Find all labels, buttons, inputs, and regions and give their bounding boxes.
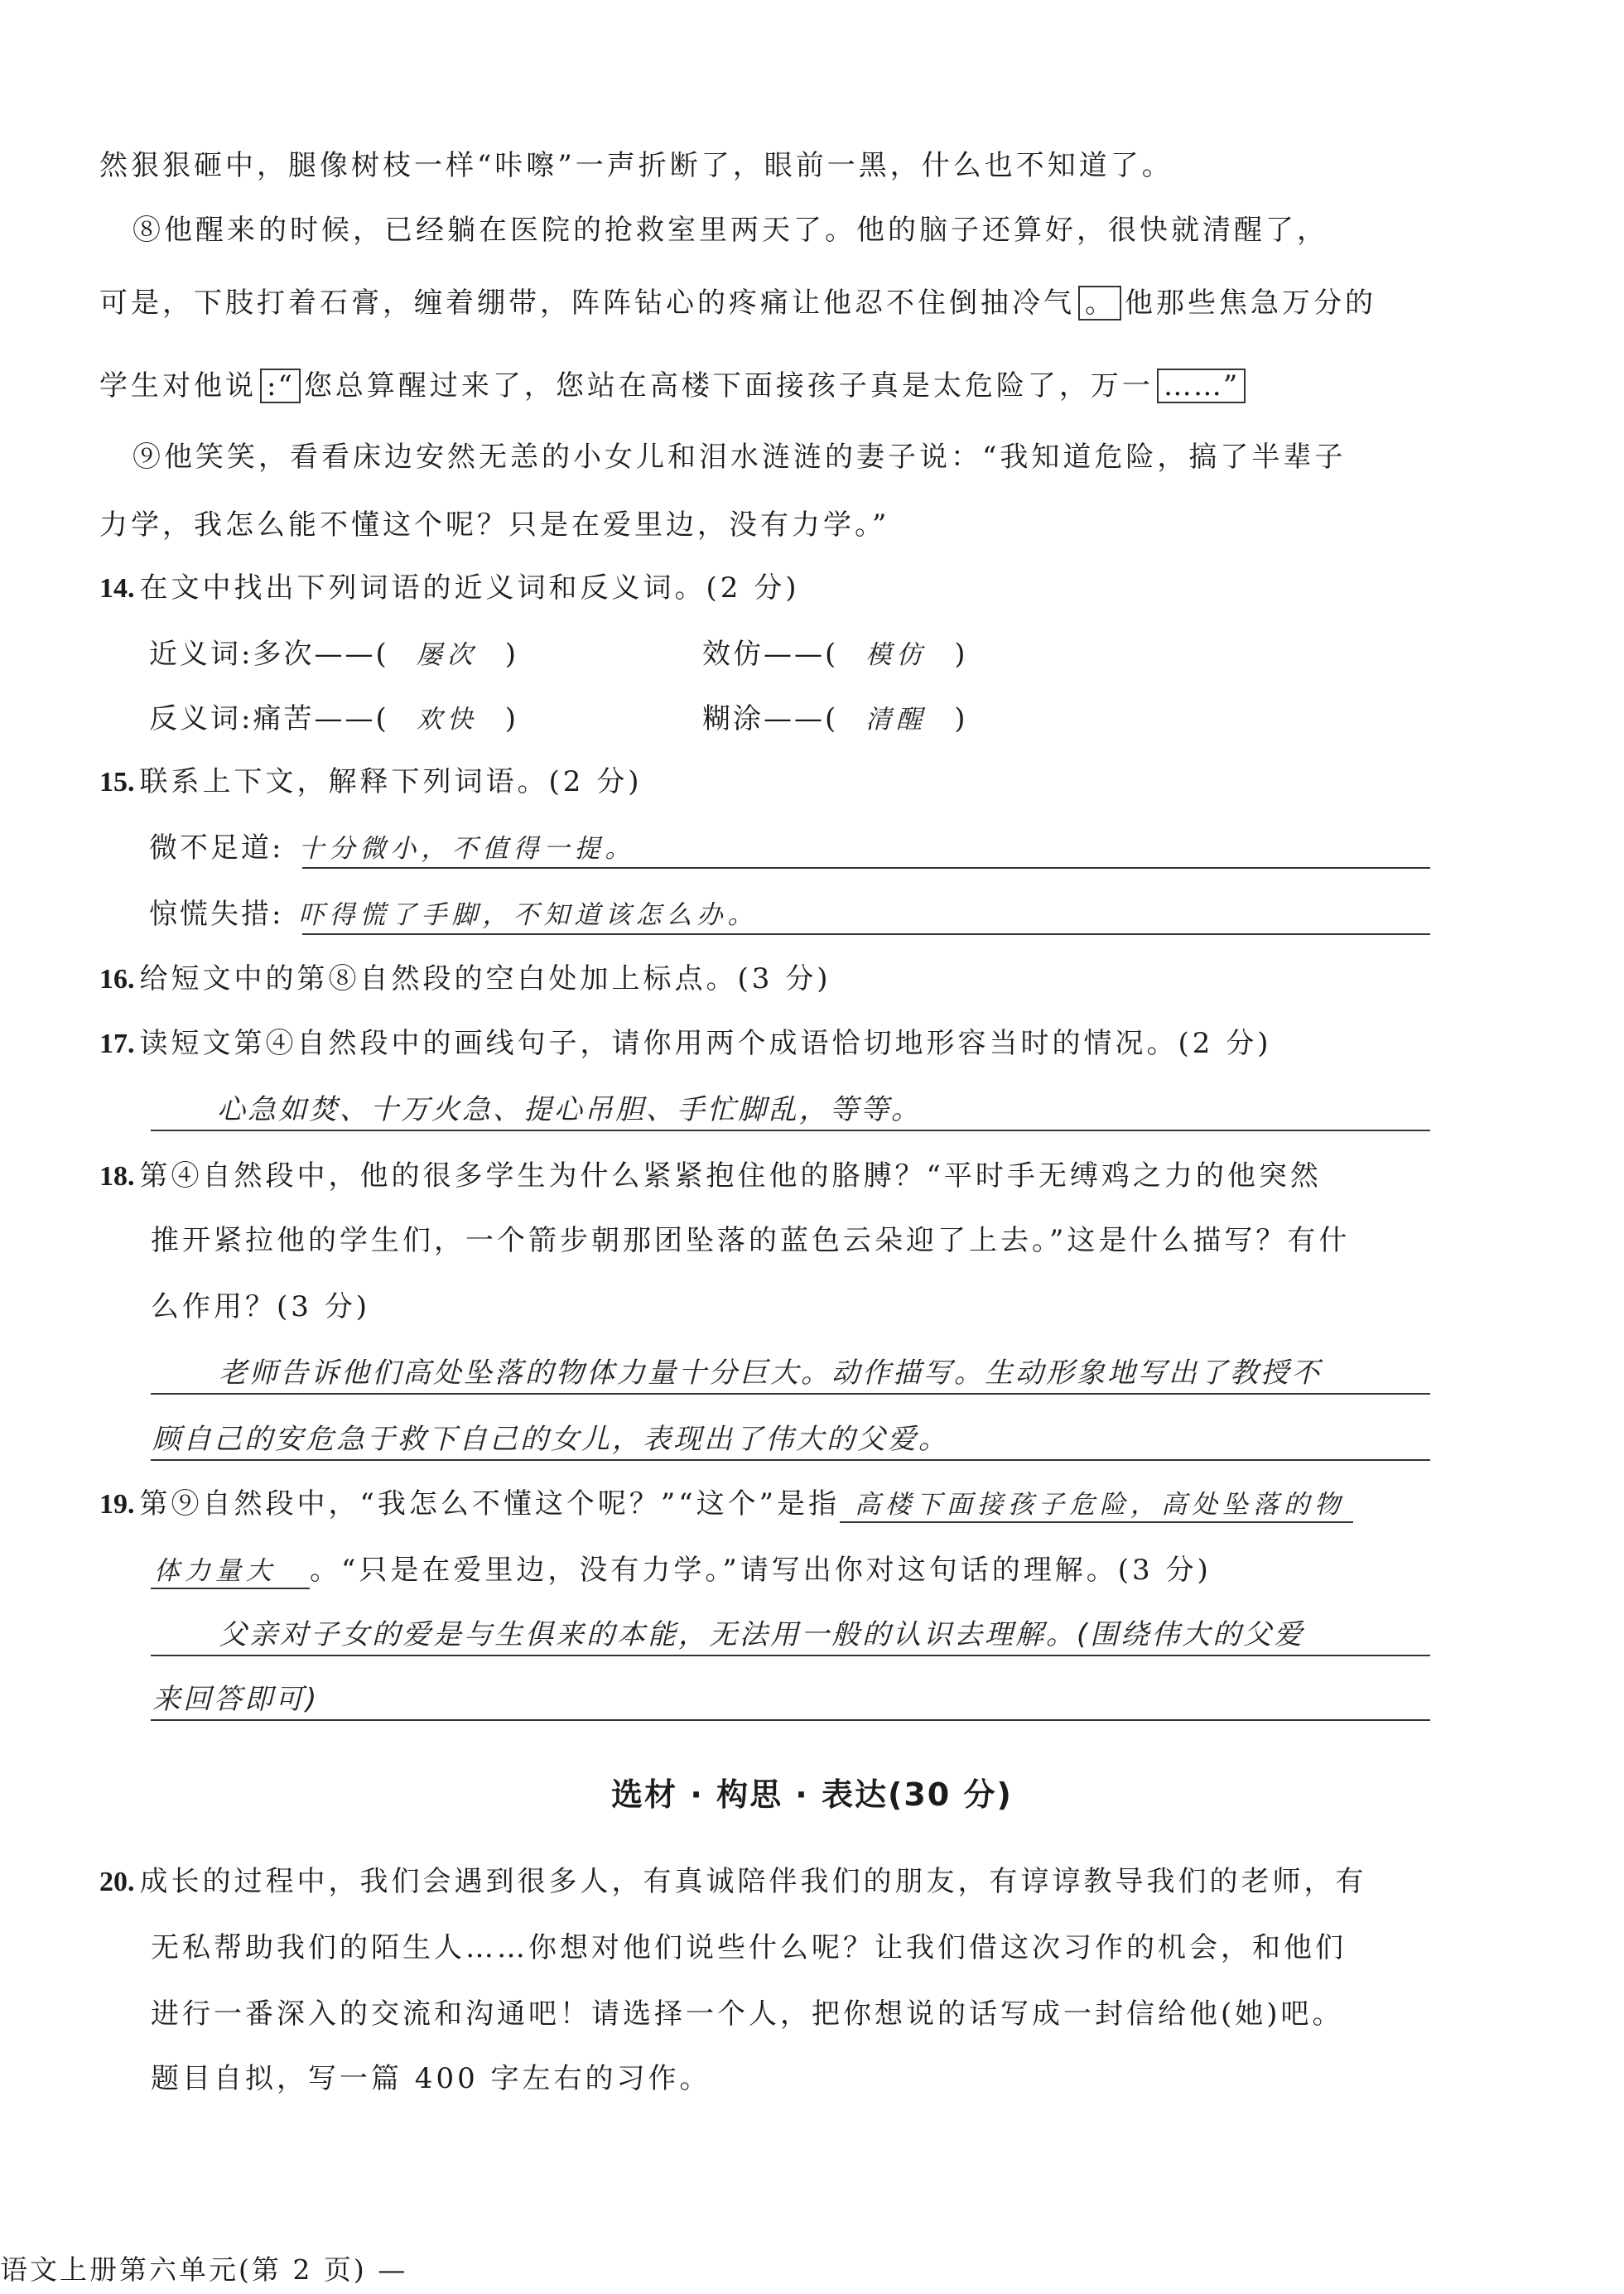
q16-number: 16. [99, 964, 135, 995]
q19-question-line1 [99, 1486, 1541, 1523]
q15-word-2-label: 惊慌失措: [149, 898, 284, 931]
q19-text-b: 。“只是在爱里边，没有力学。”请写出你对这句话的理解。(3 分) [310, 1554, 1212, 1587]
q20-line1 [99, 1863, 1541, 1901]
punct-blank-3: ……” [1157, 369, 1246, 403]
q14-ant-label: 反义词:痛苦——( [149, 702, 389, 735]
story-p8-line3-b: 您总算醒过来了，您站在高楼下面接孩子真是太危险了，万一 [303, 369, 1154, 402]
story-p8-line3-a: 学生对他说 [99, 369, 257, 402]
q17-number: 17. [99, 1029, 135, 1059]
q20-line3: 进行一番深入的交流和沟通吧！请选择一个人，把你想说的话写成一封信给他(她)吧。 [151, 1998, 1344, 2031]
story-p8-line2-b: 他那些焦急万分的 [1125, 287, 1376, 320]
q18-number: 18. [99, 1161, 135, 1192]
q14-text: 在文中找出下列词语的近义词和反义词。(2 分) [139, 571, 800, 605]
q19-question-line2 [151, 1552, 1541, 1589]
q20-line4: 题目自拟，写一篇 400 字左右的习作。 [151, 2062, 711, 2095]
q18-answer-line-2 [151, 1459, 1430, 1461]
section-title: 选材 · 构思 · 表达(30 分) [611, 1776, 1013, 1813]
punct-blank-2: :“ [260, 369, 301, 403]
q18-line3: 么作用？(3 分) [151, 1290, 370, 1323]
q14-close-3: ) [504, 702, 518, 735]
q19-answer-line-2 [151, 1719, 1430, 1721]
q18-question-line1 [99, 1158, 1541, 1195]
q18-line2: 推开紧拉他的学生们，一个箭步朝那团坠落的蓝色云朵迎了上去。”这是什么描写？有什 [151, 1224, 1351, 1257]
q14-close-2: ) [954, 638, 968, 671]
story-p8-line2-a: 可是，下肢打着石膏，缠着绷带，阵阵钻心的疼痛让他忍不住倒抽冷气 [99, 287, 1075, 320]
q20-number: 20. [99, 1867, 135, 1897]
q15-number: 15. [99, 767, 135, 798]
q19-answer-2: 来回答即可) [152, 1683, 320, 1716]
q14-syn-answer-2: 模仿 [865, 640, 928, 670]
q19-number: 19. [99, 1489, 135, 1520]
q19-text-a: 第⑨自然段中，“我怎么不懂这个呢？”“这个”是指 [139, 1487, 841, 1520]
q14-close-4: ) [954, 702, 968, 735]
q19-answer-line-1 [151, 1655, 1430, 1656]
q15-text: 联系上下文，解释下列词语。(2 分) [139, 765, 643, 798]
q14-close-1: ) [504, 638, 518, 671]
q14-syn-answer-1: 屡次 [416, 640, 478, 670]
story-p8-line2 [99, 285, 1541, 321]
q14-ant-answer-1: 欢快 [416, 705, 478, 735]
q20-line2: 无私帮助我们的陌生人……你想对他们说些什么呢？让我们借这次习作的机会，和他们 [151, 1931, 1347, 1964]
story-p9-line1: ⑨他笑笑，看看床边安然无恙的小女儿和泪水涟涟的妻子说：“我知道危险，搞了半辈子 [133, 441, 1347, 474]
q14-antonym-2 [702, 701, 968, 738]
q14-ant-answer-2: 清醒 [865, 705, 928, 735]
q15-question [99, 764, 1541, 801]
q15-word-1 [149, 830, 635, 867]
story-p7-end: 然狠狠砸中，腿像树枝一样“咔嚓”一声折断了，眼前一黑，什么也不知道了。 [99, 149, 1173, 182]
q17-answer-line [151, 1130, 1430, 1131]
q16-text: 给短文中的第⑧自然段的空白处加上标点。(3 分) [139, 962, 831, 995]
q15-answer-2-line [302, 933, 1430, 935]
q14-synonym-2 [702, 636, 968, 673]
q18-answer-line-1 [151, 1393, 1430, 1395]
story-p8-line3 [99, 368, 1541, 404]
q19-answer-1: 父亲对子女的爱是与生俱来的本能，无法用一般的认识去理解。(围绕伟大的父爱 [219, 1618, 1305, 1651]
q14-syn-label: 近义词:多次——( [149, 638, 389, 671]
q15-word-1-label: 微不足道: [149, 831, 284, 865]
q19-fill-2: 体力量大 [151, 1556, 310, 1589]
punct-blank-1: 。 [1078, 286, 1121, 320]
q16-question [99, 961, 1541, 998]
q14-number: 14. [99, 573, 135, 604]
q15-word-2 [149, 896, 758, 933]
q17-answer: 心急如焚、十万火急、提心吊胆、手忙脚乱，等等。 [217, 1093, 922, 1126]
q18-answer-1: 老师告诉他们高处坠落的物体力量十分巨大。动作描写。生动形象地写出了教授不 [219, 1357, 1322, 1390]
q14-ant-label-2: 糊涂——( [702, 702, 839, 735]
q14-antonym-1 [149, 701, 518, 738]
q14-question [99, 570, 1541, 607]
q15-answer-1-line [302, 867, 1430, 869]
q20-text-1: 成长的过程中，我们会遇到很多人，有真诚陪伴我们的朋友，有谆谆教导我们的老师，有 [139, 1865, 1367, 1898]
story-p9-line2: 力学，我怎么能不懂这个呢？只是在爱里边，没有力学。” [99, 508, 890, 542]
q15-answer-1: 十分微小，不值得一提。 [298, 834, 636, 864]
q15-answer-2: 吓得慌了手脚，不知道该怎么办。 [298, 900, 759, 930]
q14-syn-label-2: 效仿——( [702, 638, 839, 671]
q18-answer-2: 顾自己的安危急于救下自己的女儿，表现出了伟大的父爱。 [152, 1423, 949, 1456]
page-footer: 语文上册第六单元(第 2 页) — [0, 2253, 408, 2286]
q18-line1: 第④自然段中，他的很多学生为什么紧紧抱住他的胳膊？“平时手无缚鸡之力的他突然 [139, 1159, 1322, 1193]
q19-fill-1: 高楼下面接孩子危险，高处坠落的物 [840, 1490, 1353, 1523]
q17-text: 读短文第④自然段中的画线句子，请你用两个成语恰切地形容当时的情况。(2 分) [139, 1027, 1272, 1060]
q14-synonym-1 [149, 636, 518, 673]
story-p8-line1: ⑧他醒来的时候，已经躺在医院的抢救室里两天了。他的脑子还算好，很快就清醒了， [133, 214, 1328, 247]
q17-question [99, 1025, 1541, 1063]
